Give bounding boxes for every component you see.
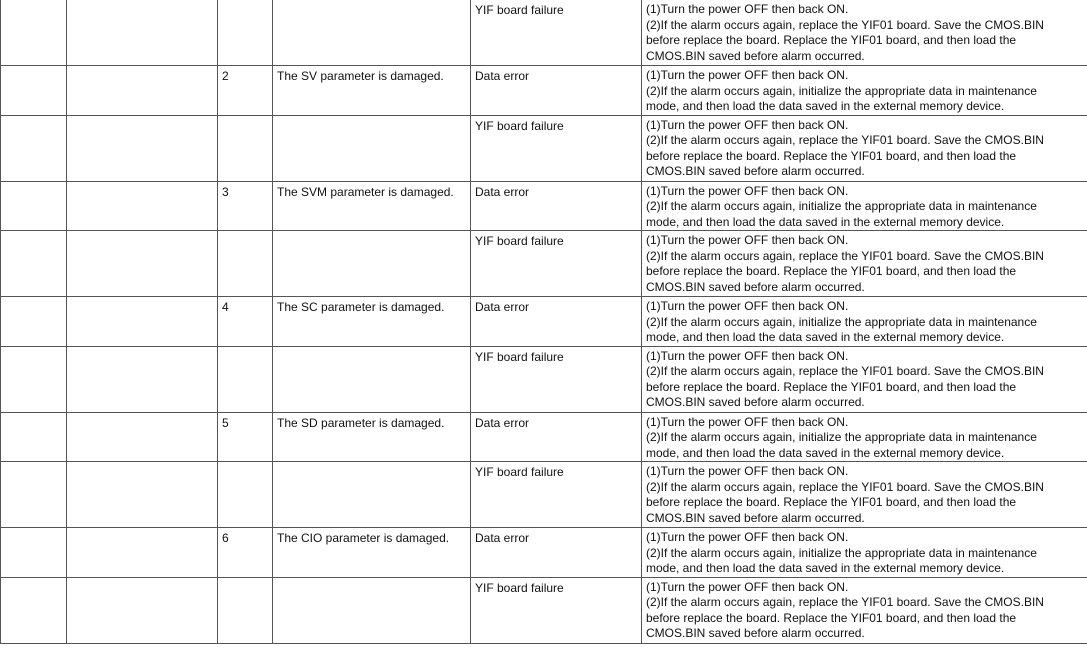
- alarm-name-cell: [67, 412, 218, 462]
- cause-cell: Data error: [471, 528, 642, 578]
- cause-cell: Data error: [471, 412, 642, 462]
- remedy-line: (2)If the alarm occurs again, replace the YIF01 board. Save the CMOS.BIN: [646, 364, 1044, 378]
- remedy-cell: [642, 297, 1087, 347]
- detail-cell: The SC parameter is damaged.: [273, 297, 471, 347]
- remedy-line: before replace the board. Replace the YIF01 board, and then load the: [646, 33, 1017, 47]
- remedy-line: (2)If the alarm occurs again, replace the YIF01 board. Save the CMOS.BIN: [646, 479, 1044, 494]
- sub-code-cell: 2: [218, 66, 273, 116]
- remedy-line: before replace the board. Replace the YIF01 board, and then load the: [646, 610, 1017, 625]
- remedy-line: (2)If the alarm occurs again, initialize the appropriate data in maintenance: [646, 83, 1037, 98]
- detail-cell: [273, 346, 471, 412]
- sub-code-cell: 3: [218, 181, 273, 231]
- cause-cell: YIF board failure: [471, 462, 642, 528]
- remedy-line: (1)Turn the power OFF then back ON.: [646, 530, 849, 544]
- detail-cell: The SD parameter is damaged.: [273, 412, 471, 462]
- remedy-line: (1)Turn the power OFF then back ON.: [646, 464, 849, 478]
- remedy-line: mode, and then load the data saved in the external memory device.: [646, 330, 1005, 344]
- alarm-number-cell: [1, 231, 67, 297]
- alarm-number-cell: [1, 346, 67, 412]
- table-row: [1, 412, 1087, 462]
- remedy-line: before replace the board. Replace the YIF01 board, and then load the: [646, 264, 1017, 278]
- remedy-line: (1)Turn the power OFF then back ON.: [646, 68, 849, 82]
- remedy-line: (2)If the alarm occurs again, initialize the appropriate data in maintenance: [646, 314, 1037, 329]
- detail-cell: [273, 577, 471, 643]
- alarm-name-cell: [67, 181, 218, 231]
- remedy-cell: [642, 346, 1087, 412]
- remedy-line: CMOS.BIN saved before alarm occurred.: [646, 626, 865, 640]
- remedy-cell: [642, 115, 1087, 181]
- sub-code-cell: [218, 0, 273, 66]
- remedy-cell: [642, 231, 1087, 297]
- remedy-line: before replace the board. Replace the YIF01 board, and then load the: [646, 495, 1017, 509]
- table-row: [1, 528, 1087, 578]
- alarm-number-cell: [1, 0, 67, 66]
- remedy-cell: [642, 577, 1087, 643]
- remedy-cell: [642, 412, 1087, 462]
- detail-cell: The SVM parameter is damaged.: [273, 181, 471, 231]
- sub-code-cell: [218, 462, 273, 528]
- alarm-table-body: [1, 0, 1087, 643]
- remedy-line: CMOS.BIN saved before alarm occurred.: [646, 164, 865, 178]
- alarm-name-cell: [67, 297, 218, 347]
- cause-cell: YIF board failure: [471, 577, 642, 643]
- remedy-cell: [642, 528, 1087, 578]
- detail-cell: The CIO parameter is damaged.: [273, 528, 471, 578]
- sub-code-cell: [218, 115, 273, 181]
- remedy-cell: [642, 0, 1087, 66]
- cause-cell: YIF board failure: [471, 346, 642, 412]
- table-row: [1, 0, 1087, 66]
- cause-cell: YIF board failure: [471, 231, 642, 297]
- table-row: [1, 231, 1087, 297]
- remedy-line: (2)If the alarm occurs again, replace the YIF01 board. Save the CMOS.BIN: [646, 133, 1044, 147]
- cause-cell: Data error: [471, 297, 642, 347]
- alarm-name-cell: [67, 577, 218, 643]
- remedy-line: mode, and then load the data saved in the external memory device.: [646, 214, 1005, 229]
- remedy-cell: [642, 462, 1087, 528]
- cause-cell: Data error: [471, 66, 642, 116]
- remedy-line: (1)Turn the power OFF then back ON.: [646, 579, 849, 594]
- sub-code-cell: 4: [218, 297, 273, 347]
- alarm-number-cell: [1, 528, 67, 578]
- alarm-name-cell: [67, 462, 218, 528]
- remedy-line: before replace the board. Replace the YIF01 board, and then load the: [646, 379, 1017, 394]
- cause-cell: YIF board failure: [471, 115, 642, 181]
- table-row: [1, 181, 1087, 231]
- alarm-number-cell: [1, 66, 67, 116]
- remedy-cell: [642, 181, 1087, 231]
- detail-cell: The SV parameter is damaged.: [273, 66, 471, 116]
- sub-code-cell: [218, 346, 273, 412]
- remedy-line: CMOS.BIN saved before alarm occurred.: [646, 395, 865, 409]
- table-row: [1, 462, 1087, 528]
- alarm-name-cell: [67, 528, 218, 578]
- remedy-line: (1)Turn the power OFF then back ON.: [646, 348, 849, 363]
- alarm-number-cell: [1, 462, 67, 528]
- remedy-line: (1)Turn the power OFF then back ON.: [646, 183, 849, 198]
- remedy-line: (1)Turn the power OFF then back ON.: [646, 2, 849, 16]
- remedy-line: (1)Turn the power OFF then back ON.: [646, 299, 849, 313]
- sub-code-cell: 6: [218, 528, 273, 578]
- remedy-line: before replace the board. Replace the YIF01 board, and then load the: [646, 148, 1017, 163]
- remedy-line: (2)If the alarm occurs again, initialize the appropriate data in maintenance: [646, 199, 1037, 213]
- alarm-number-cell: [1, 181, 67, 231]
- remedy-cell: [642, 66, 1087, 116]
- detail-cell: [273, 115, 471, 181]
- remedy-line: CMOS.BIN saved before alarm occurred.: [646, 48, 865, 63]
- table-row: [1, 115, 1087, 181]
- remedy-line: mode, and then load the data saved in the external memory device.: [646, 99, 1005, 113]
- alarm-name-cell: [67, 66, 218, 116]
- remedy-line: CMOS.BIN saved before alarm occurred.: [646, 510, 865, 525]
- remedy-line: (2)If the alarm occurs again, replace the YIF01 board. Save the CMOS.BIN: [646, 248, 1044, 263]
- sub-code-cell: 5: [218, 412, 273, 462]
- remedy-line: (2)If the alarm occurs again, replace the YIF01 board. Save the CMOS.BIN: [646, 17, 1044, 32]
- detail-cell: [273, 0, 471, 66]
- detail-cell: [273, 231, 471, 297]
- alarm-number-cell: [1, 115, 67, 181]
- alarm-name-cell: [67, 346, 218, 412]
- remedy-line: (2)If the alarm occurs again, initialize the appropriate data in maintenance: [646, 430, 1037, 444]
- remedy-line: (1)Turn the power OFF then back ON.: [646, 117, 849, 132]
- alarm-number-cell: [1, 412, 67, 462]
- table-row: [1, 577, 1087, 643]
- table-row: [1, 66, 1087, 116]
- remedy-line: (1)Turn the power OFF then back ON.: [646, 414, 849, 429]
- remedy-line: CMOS.BIN saved before alarm occurred.: [646, 279, 865, 294]
- remedy-line: mode, and then load the data saved in the external memory device.: [646, 445, 1005, 460]
- alarm-name-cell: [67, 231, 218, 297]
- remedy-line: mode, and then load the data saved in the external memory device.: [646, 561, 1005, 575]
- table-row: [1, 346, 1087, 412]
- table-row: [1, 297, 1087, 347]
- cause-cell: YIF board failure: [471, 0, 642, 66]
- sub-code-cell: [218, 577, 273, 643]
- alarm-number-cell: [1, 297, 67, 347]
- cause-cell: Data error: [471, 181, 642, 231]
- alarm-name-cell: [67, 0, 218, 66]
- sub-code-cell: [218, 231, 273, 297]
- remedy-line: (1)Turn the power OFF then back ON.: [646, 233, 849, 247]
- alarm-name-cell: [67, 115, 218, 181]
- detail-cell: [273, 462, 471, 528]
- remedy-line: (2)If the alarm occurs again, replace the YIF01 board. Save the CMOS.BIN: [646, 595, 1044, 609]
- remedy-line: (2)If the alarm occurs again, initialize the appropriate data in maintenance: [646, 545, 1037, 560]
- alarm-number-cell: [1, 577, 67, 643]
